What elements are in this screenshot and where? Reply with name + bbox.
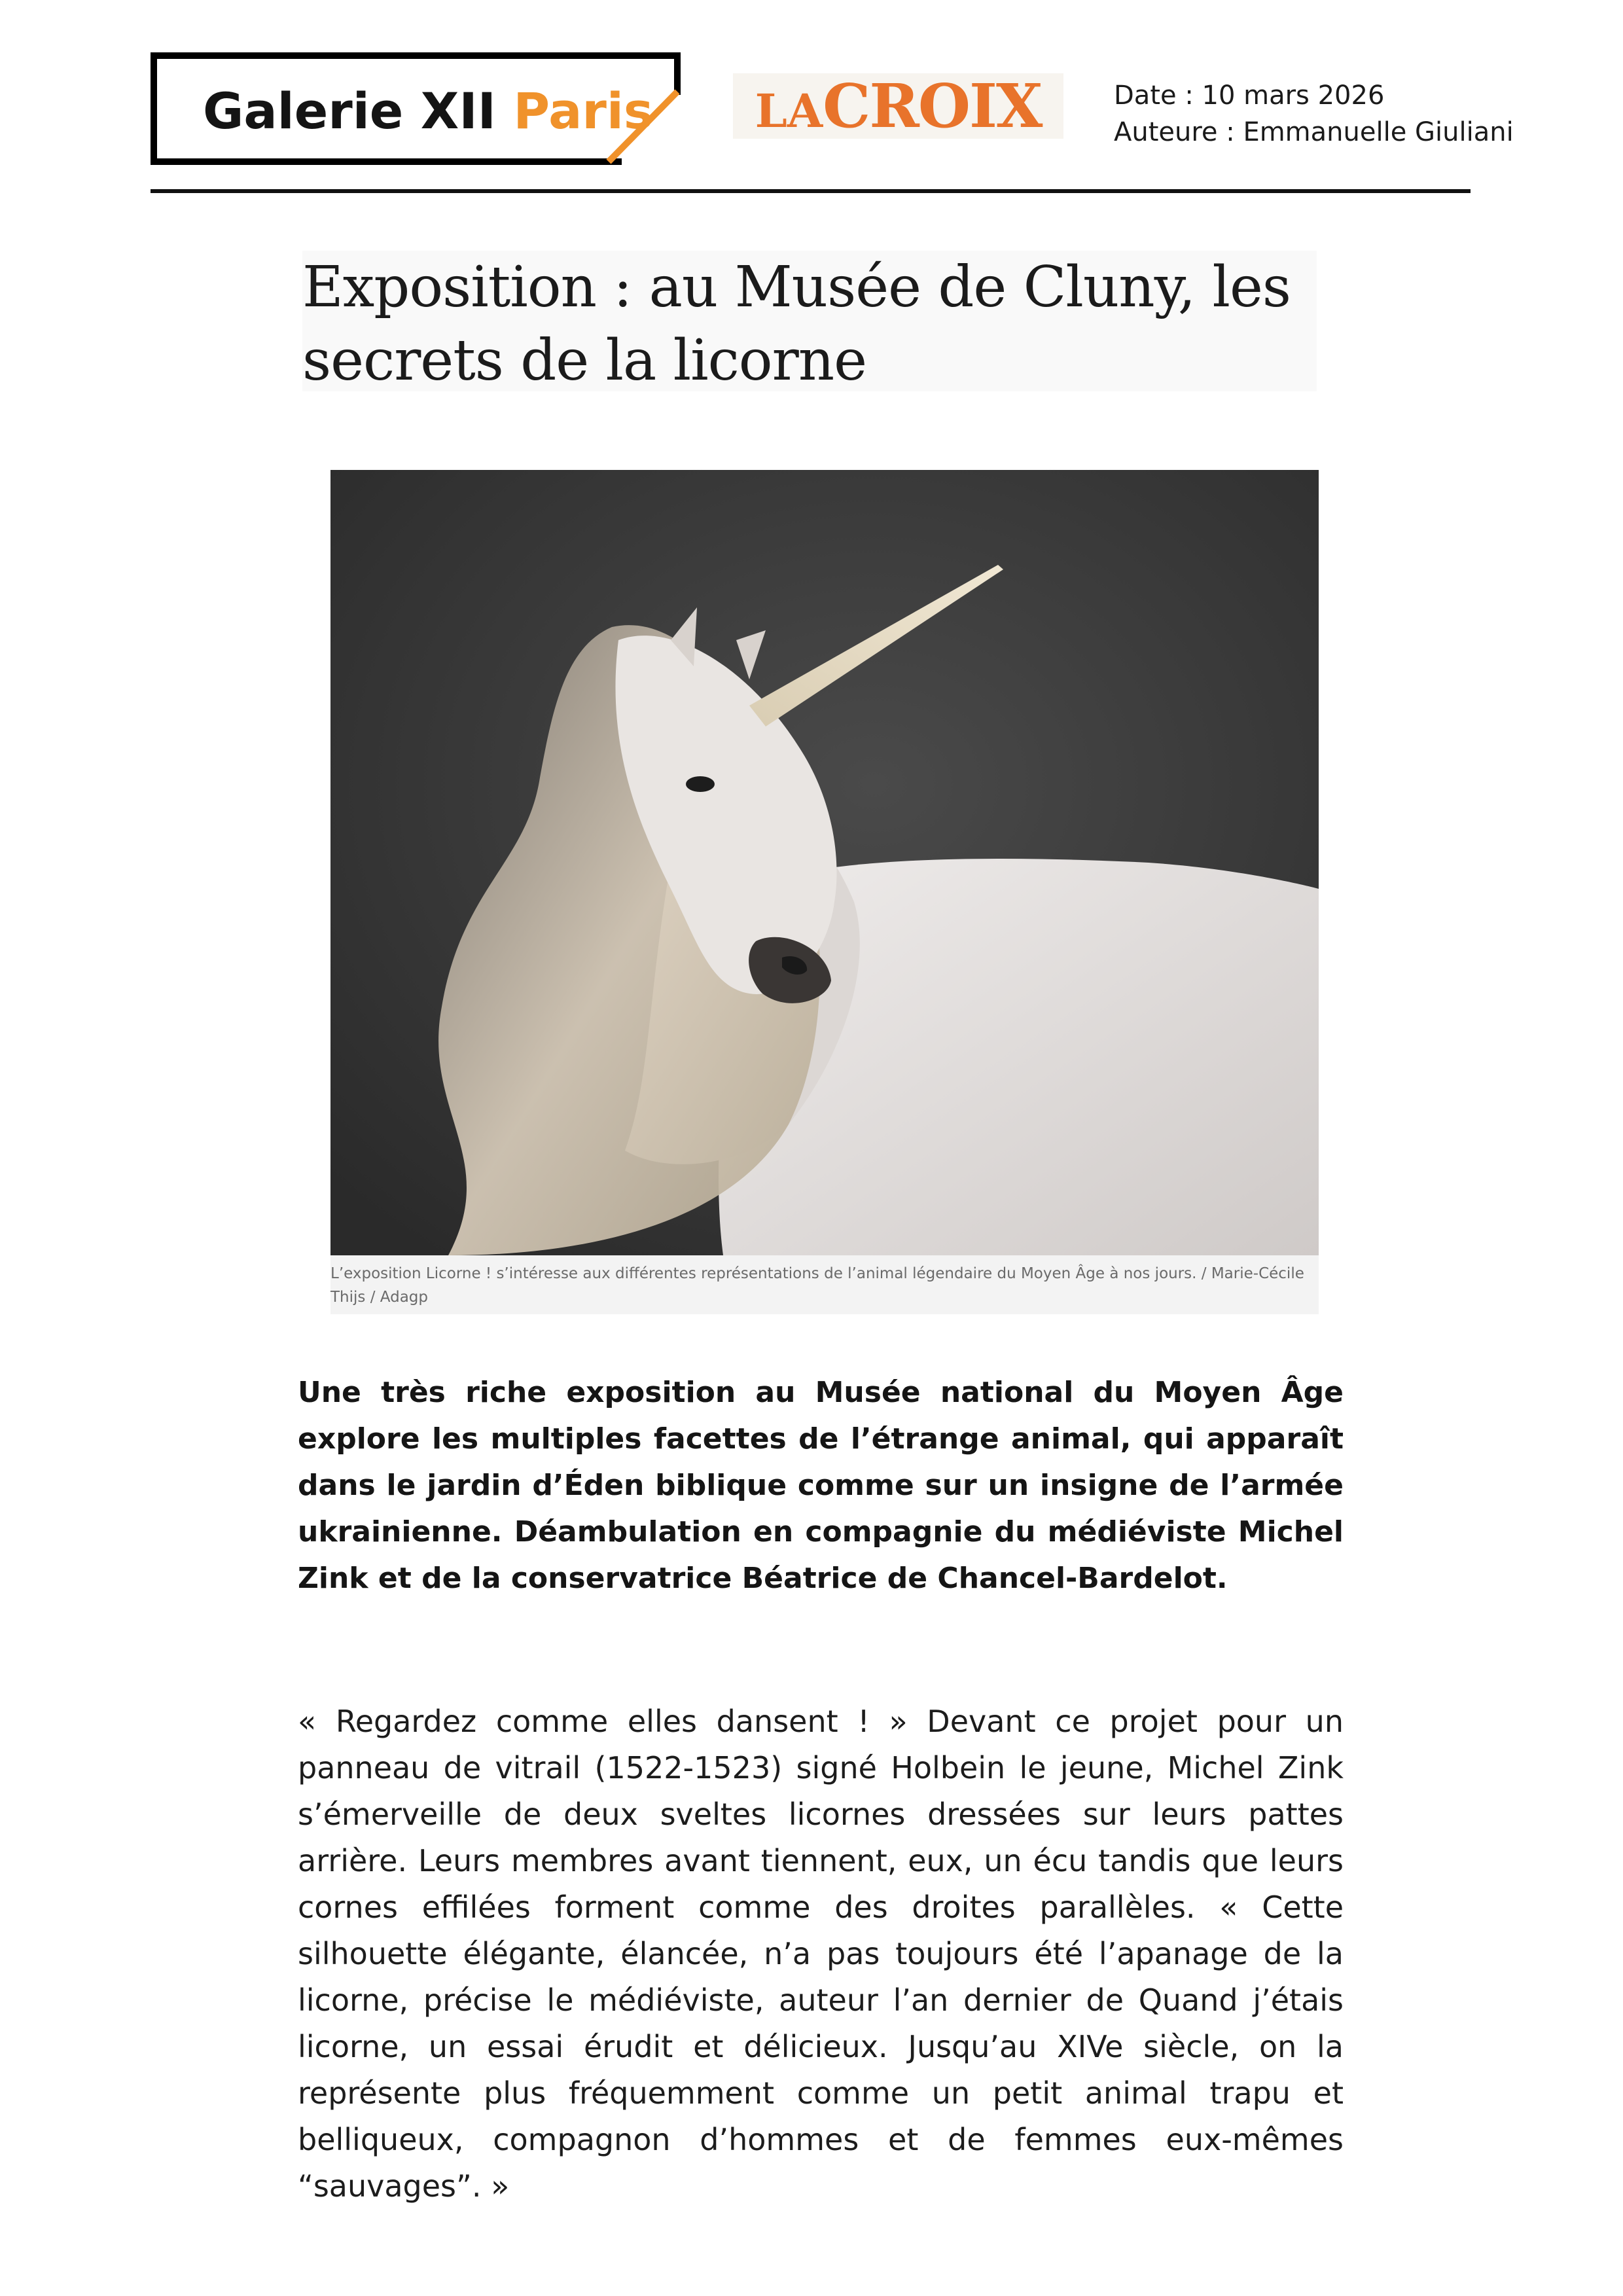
- article-title-line2: secrets de la licorne: [302, 328, 866, 393]
- article-meta: [1114, 77, 1514, 151]
- publication-logo-la: LA: [755, 84, 823, 138]
- article-lead: Une très riche exposition au Musée national du Moyen Âge explore les multiples facettes de l’étrange animal, qui apparaît dans le jardin d’Éden biblique comme sur un insigne de l’armée ukrainienne. Déambulation en compagnie du médiéviste Michel Zink et de la conservatrice Béatrice de Chancel-Bardelot.: [298, 1376, 1344, 1595]
- unicorn-photo: [330, 470, 1319, 1255]
- gallery-logo: [151, 52, 681, 165]
- article-body: « Regardez comme elles dansent ! » Devant ce projet pour un panneau de vitrail (1522-1523) signé Holbein le jeune, Michel Zink s’émerveille de deux sveltes licornes dressées sur leurs pattes arrière. Leurs membres avant tiennent, eux, un écu tandis que leurs cornes effilées forment comme des droites parallèles. « Cette silhouette élégante, élancée, n’a pas toujours été l’apanage de la licorne, précise le médiéviste, auteur l’an dernier de Quand j’étais licorne, un essai érudit et délicieux. Jusqu’au XIVe siècle, on la représente plus fréquemment comme un petit animal trapu et belliqueux, compagnon d’hommes et de femmes eux-mêmes “sauvages”. »: [298, 1704, 1344, 2204]
- publication-logo-croix: CROIX: [823, 71, 1042, 141]
- header-divider: [151, 189, 1471, 193]
- gallery-name: [203, 82, 653, 140]
- gallery-name-main: Galerie XII: [203, 82, 496, 140]
- article-author: Auteure : Emmanuelle Giuliani: [1114, 117, 1514, 147]
- article-date: Date : 10 mars 2026: [1114, 81, 1385, 111]
- photo-caption: L’exposition Licorne ! s’intéresse aux différentes représentations de l’animal légendaire du Moyen Âge à nos jours. / Marie-Cécile Thijs / Adagp: [330, 1265, 1304, 1306]
- article-title-line1: Exposition : au Musée de Cluny, les: [302, 255, 1291, 320]
- publication-logo: [733, 73, 1063, 139]
- unicorn-illustration: [330, 470, 1319, 1255]
- article-title: [302, 251, 1317, 391]
- gallery-name-city: Paris: [513, 82, 654, 140]
